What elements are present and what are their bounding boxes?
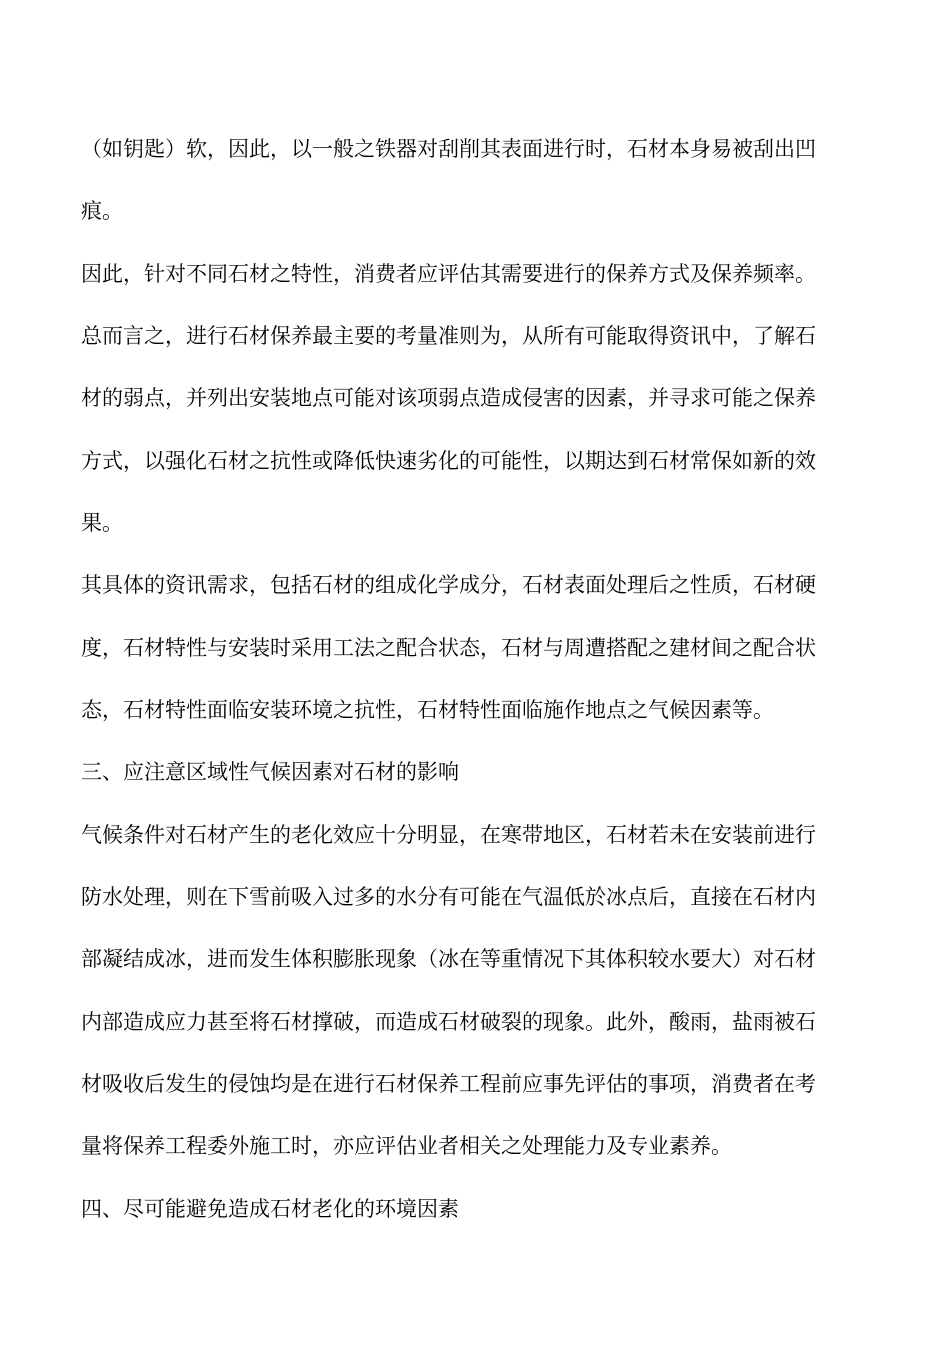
text-line: （如钥匙）软，因此，以一般之铁器对刮削其表面进行时，石材本身易被刮出凹: [81, 137, 816, 161]
text-line: 总而言之，进行石材保养最主要的考量准则为，从所有可能取得资讯中，了解石: [81, 324, 816, 348]
text-line: 痕。: [81, 199, 123, 223]
text-line: 内部造成应力甚至将石材撑破，而造成石材破裂的现象。此外，酸雨，盐雨被石: [81, 1010, 816, 1034]
section-heading: 四、尽可能避免造成石材老化的环境因素: [81, 1197, 459, 1221]
text-line: 量将保养工程委外施工时，亦应评估业者相关之处理能力及专业素养。: [81, 1134, 732, 1158]
text-line: 方式，以强化石材之抗性或降低快速劣化的可能性，以期达到石材常保如新的效: [81, 449, 816, 473]
text-line: 部凝结成冰，进而发生体积膨胀现象（冰在等重情况下其体积较水要大）对石材: [81, 947, 816, 971]
text-line: 因此，针对不同石材之特性，消费者应评估其需要进行的保养方式及保养频率。: [81, 262, 816, 286]
text-line: 气候条件对石材产生的老化效应十分明显，在寒带地区，石材若未在安装前进行: [81, 823, 816, 847]
section-heading: 三、应注意区域性气候因素对石材的影响: [81, 760, 459, 784]
text-line: 度，石材特性与安装时采用工法之配合状态，石材与周遭搭配之建材间之配合状: [81, 636, 816, 660]
text-line: 材吸收后发生的侵蚀均是在进行石材保养工程前应事先评估的事项，消费者在考: [81, 1072, 816, 1096]
text-line: 态，石材特性面临安装环境之抗性，石材特性面临施作地点之气候因素等。: [81, 698, 774, 722]
text-line: 材的弱点，并列出安装地点可能对该项弱点造成侵害的因素，并寻求可能之保养: [81, 386, 816, 410]
text-line: 其具体的资讯需求，包括石材的组成化学成分，石材表面处理后之性质，石材硬: [81, 573, 816, 597]
text-line: 果。: [81, 511, 123, 535]
text-line: 防水处理，则在下雪前吸入过多的水分有可能在气温低於冰点后，直接在石材内: [81, 885, 816, 909]
